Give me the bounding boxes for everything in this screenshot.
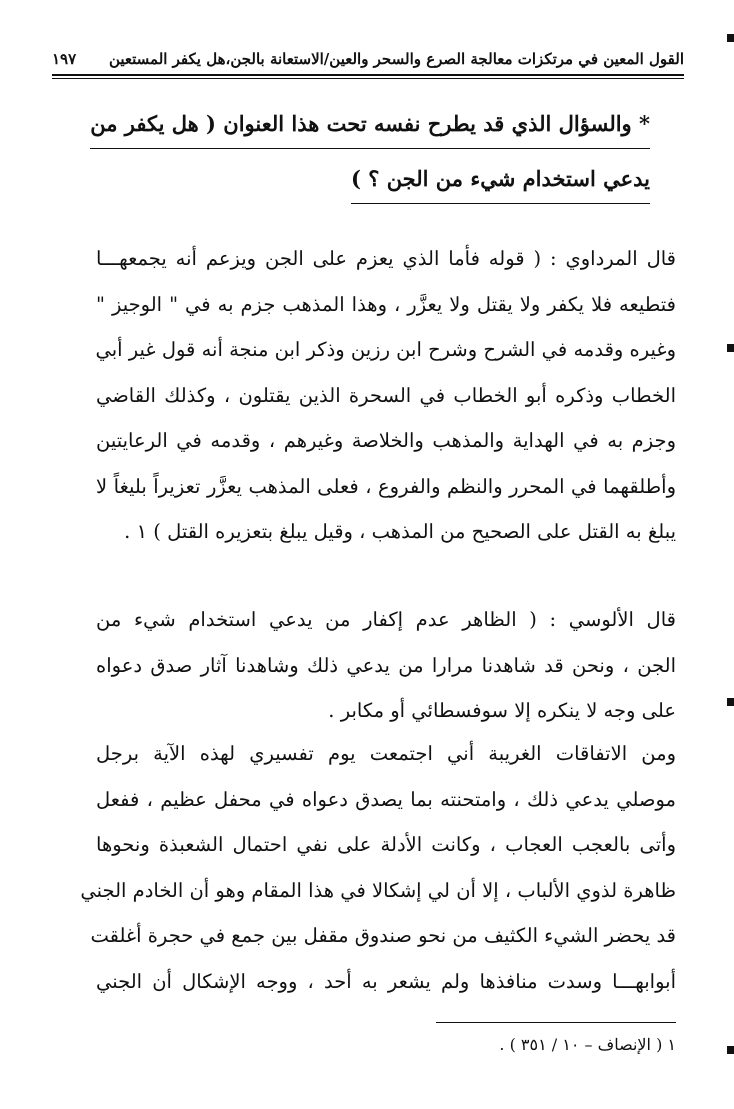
- text-line: ظاهرة لذوي الألباب ، إلا أن لي إشكالا في هذا المقام وهو أن الخادم الجني: [80, 878, 676, 902]
- question-line-2: يدعي استخدام شيء من الجن ؟ ): [351, 159, 650, 204]
- text-line: وأطلقهما في المحرر والنظم والفروع ، فعلى المذهب يعزَّر تعزيراً بليغاً لا: [96, 474, 676, 498]
- question-heading: [90, 104, 650, 207]
- text-line: وجزم به في الهداية والمذهب والخلاصة وغيرهم ، وقدمه في الرعايتين: [96, 429, 676, 452]
- footnote: ١ ( الإنصاف – ١٠ / ٣٥١ ) .: [499, 1035, 676, 1054]
- text-line: موصلي يدعي ذلك ، وامتحنته بما يصدق دعواه في محفل عظيم ، ففعل: [96, 787, 676, 811]
- scan-edge-mark: [727, 34, 734, 42]
- question-line-1: * والسؤال الذي قد يطرح نفسه تحت هذا العنوان ( هل يكفر من: [90, 104, 650, 149]
- header-page-number: ١٩٧: [52, 50, 77, 68]
- paragraph-incident: [80, 731, 676, 1004]
- scan-edge-mark: [727, 698, 734, 706]
- text-line: أبوابهـــا وسدت منافذها ولم يشعر به أحد ، ووجه الإشكال أن الجني: [96, 969, 676, 993]
- paragraph-alusi: [96, 597, 676, 734]
- text-line: وغيره وقدمه في الشرح وشرح ابن رزين وذكر ابن منجة أنه قول غير أبي: [95, 338, 676, 361]
- header-title: القول المعين في مرتكزات معالجة الصرع والسحر والعين/الاستعانة بالجن،هل يكفر المستعين: [108, 50, 684, 68]
- text-line: يبلغ به القتل على الصحيح من المذهب ، وقيل يبلغ بتعزيره القتل ) ١ .: [124, 520, 676, 543]
- text-line: فتطيعه فلا يكفر ولا يقتل ولا يعزَّر ، وهذا المذهب جزم به في " الوجيز ": [96, 292, 676, 316]
- scan-edge-mark: [727, 1046, 734, 1054]
- scan-edge-mark: [727, 344, 734, 352]
- text-line: وأتى بالعجب العجاب ، وكانت الأدلة على نفي احتمال الشعبذة ونحوها: [96, 833, 676, 856]
- text-line: على وجه لا ينكره إلا سوفسطائي أو مكابر .: [328, 699, 676, 722]
- text-line: قال الألوسي : ( الظاهر عدم إكفار من يدعي استخدام شيء من: [96, 608, 676, 631]
- running-header: [52, 44, 684, 74]
- text-line: الجن ، ونحن قد شاهدنا مرارا من يدعي ذلك وشاهدنا آثار صدق دعواه: [96, 653, 676, 677]
- header-rule: [52, 74, 684, 79]
- text-line: الخطاب وذكره أبو الخطاب في السحرة الذين يقتلون ، وكذلك القاضي: [96, 383, 676, 407]
- text-line: ومن الاتفاقات الغريبة أني اجتمعت يوم تفسيري لهذه الآية برجل: [96, 742, 676, 765]
- footnote-rule: [436, 1022, 676, 1023]
- text-line: قال المرداوي : ( قوله فأما الذي يعزم على الجن ويزعم أنه يجمعهـــا: [96, 247, 676, 270]
- paragraph-mardawi: [96, 236, 676, 555]
- text-line: قد يحضر الشيء الكثيف من نحو صندوق مقفل بين جمع في حجرة أغلقت: [90, 924, 676, 947]
